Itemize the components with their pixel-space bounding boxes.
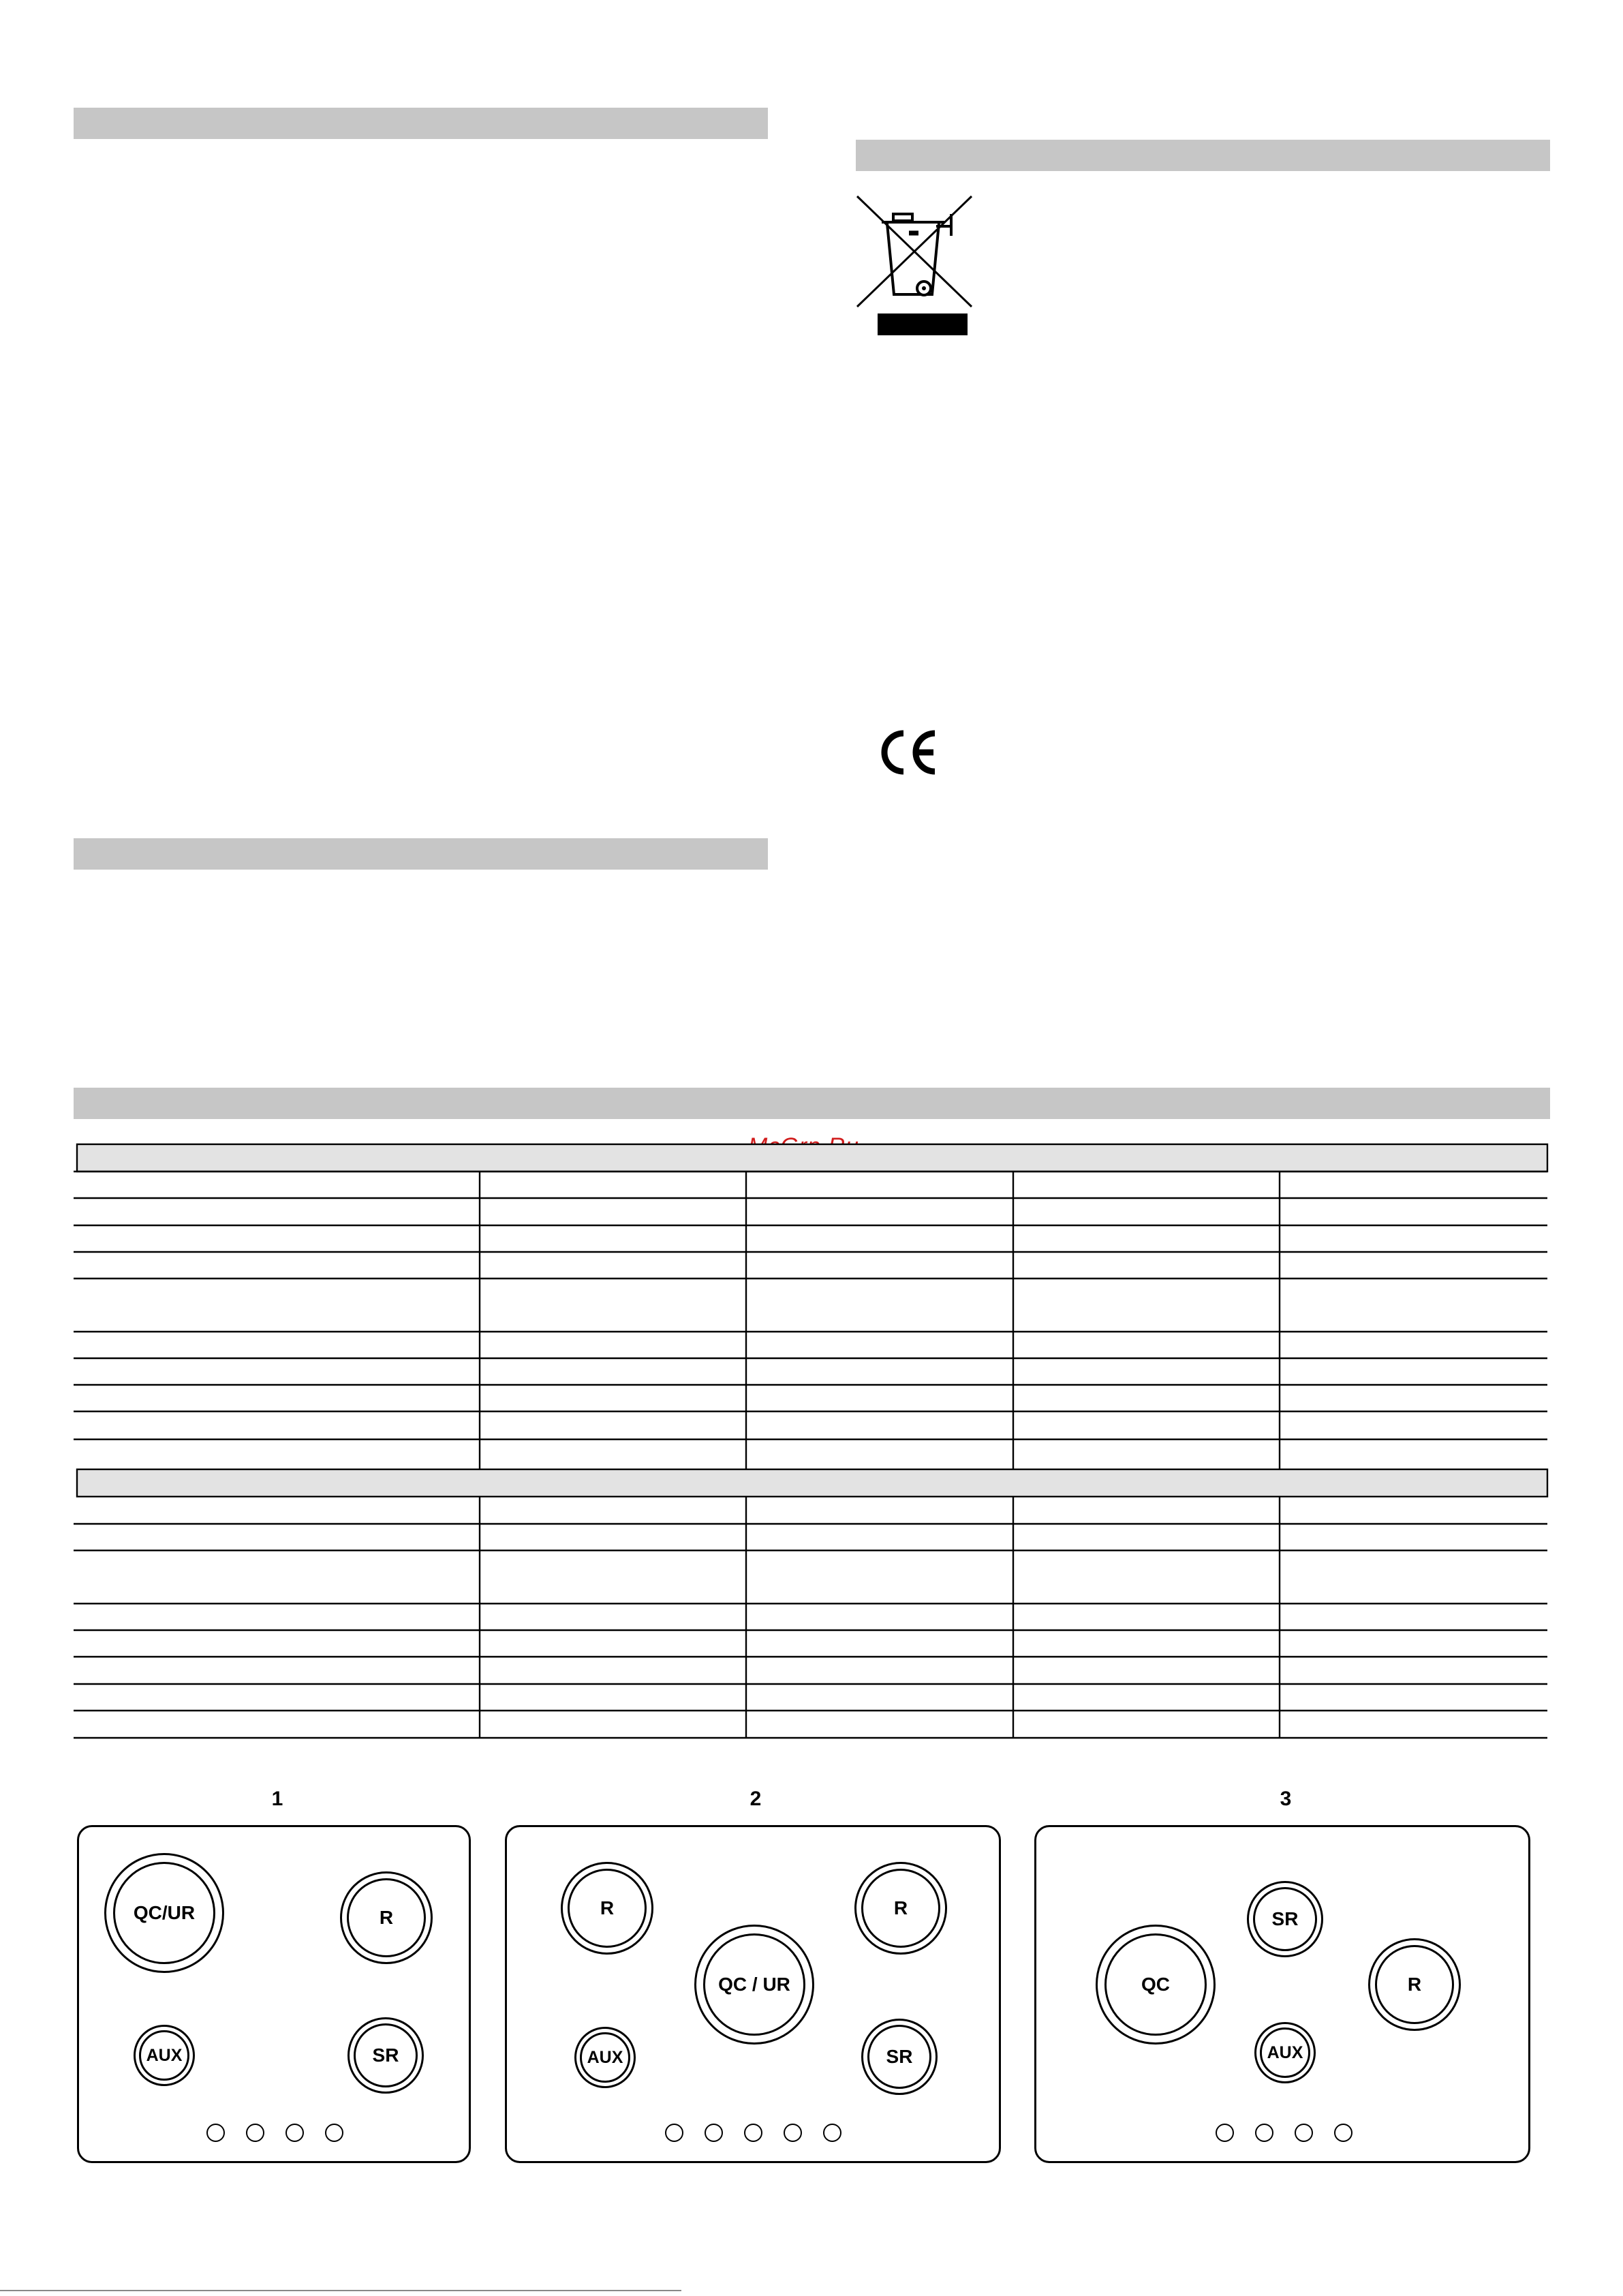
burner-label: SR [1253,1887,1317,1951]
control-knob [665,2124,683,2142]
control-knob [1216,2124,1234,2142]
burner-r-right [854,1862,947,1955]
burner-sr [347,2017,424,2094]
burner-aux [574,2027,636,2088]
hob-layout-1 [77,1825,471,2163]
control-knob [246,2124,264,2142]
hob-layout-2 [505,1825,1001,2163]
burner-qc-ur [694,1925,814,2045]
burner-label: R [1375,1945,1454,2024]
burner-r [1368,1938,1461,2031]
burner-sr [861,2019,938,2095]
control-knob [206,2124,225,2142]
control-knob [744,2124,762,2142]
control-knob [325,2124,343,2142]
burner-qc-ur [104,1853,224,1973]
burner-label: QC / UR [703,1933,805,2036]
burner-label: QC [1104,1933,1207,2036]
control-knob [1295,2124,1313,2142]
figure-number-2: 2 [749,1788,762,1810]
ce-mark-icon [878,725,943,780]
burner-label: AUX [139,2030,189,2081]
table-section-header-2 [77,1469,1547,1497]
burner-label: AUX [1260,2027,1310,2078]
section-header-bar-2 [856,140,1550,171]
figure-number-1: 1 [271,1788,283,1810]
control-knob [705,2124,723,2142]
section-header-bar-3 [74,838,768,870]
burner-r-left [561,1862,653,1955]
burner-label: SR [867,2025,931,2089]
technical-data-table [74,1142,1551,1745]
burner-sr [1247,1881,1323,1957]
hob-layout-3 [1034,1825,1530,2163]
control-knob [1334,2124,1352,2142]
control-knob [784,2124,802,2142]
burner-label: R [861,1869,940,1948]
control-knob [1255,2124,1273,2142]
burner-label: R [347,1878,426,1957]
control-knob [823,2124,841,2142]
burner-aux [134,2025,195,2086]
page-bottom-rule [0,2290,681,2291]
burner-r [340,1871,433,1964]
section-header-bar-4 [74,1088,1550,1119]
burner-qc [1096,1925,1216,2045]
burner-label: R [568,1869,647,1948]
crossed-out-wheeled-bin-icon [856,192,978,339]
burner-label: QC/UR [113,1862,215,1964]
figure-number-3: 3 [1280,1788,1292,1810]
table-section-header-1 [77,1144,1547,1172]
burner-label: SR [354,2023,418,2087]
section-header-bar-1 [74,108,768,139]
burner-aux [1254,2022,1316,2083]
control-knob [285,2124,304,2142]
burner-label: AUX [580,2032,630,2083]
